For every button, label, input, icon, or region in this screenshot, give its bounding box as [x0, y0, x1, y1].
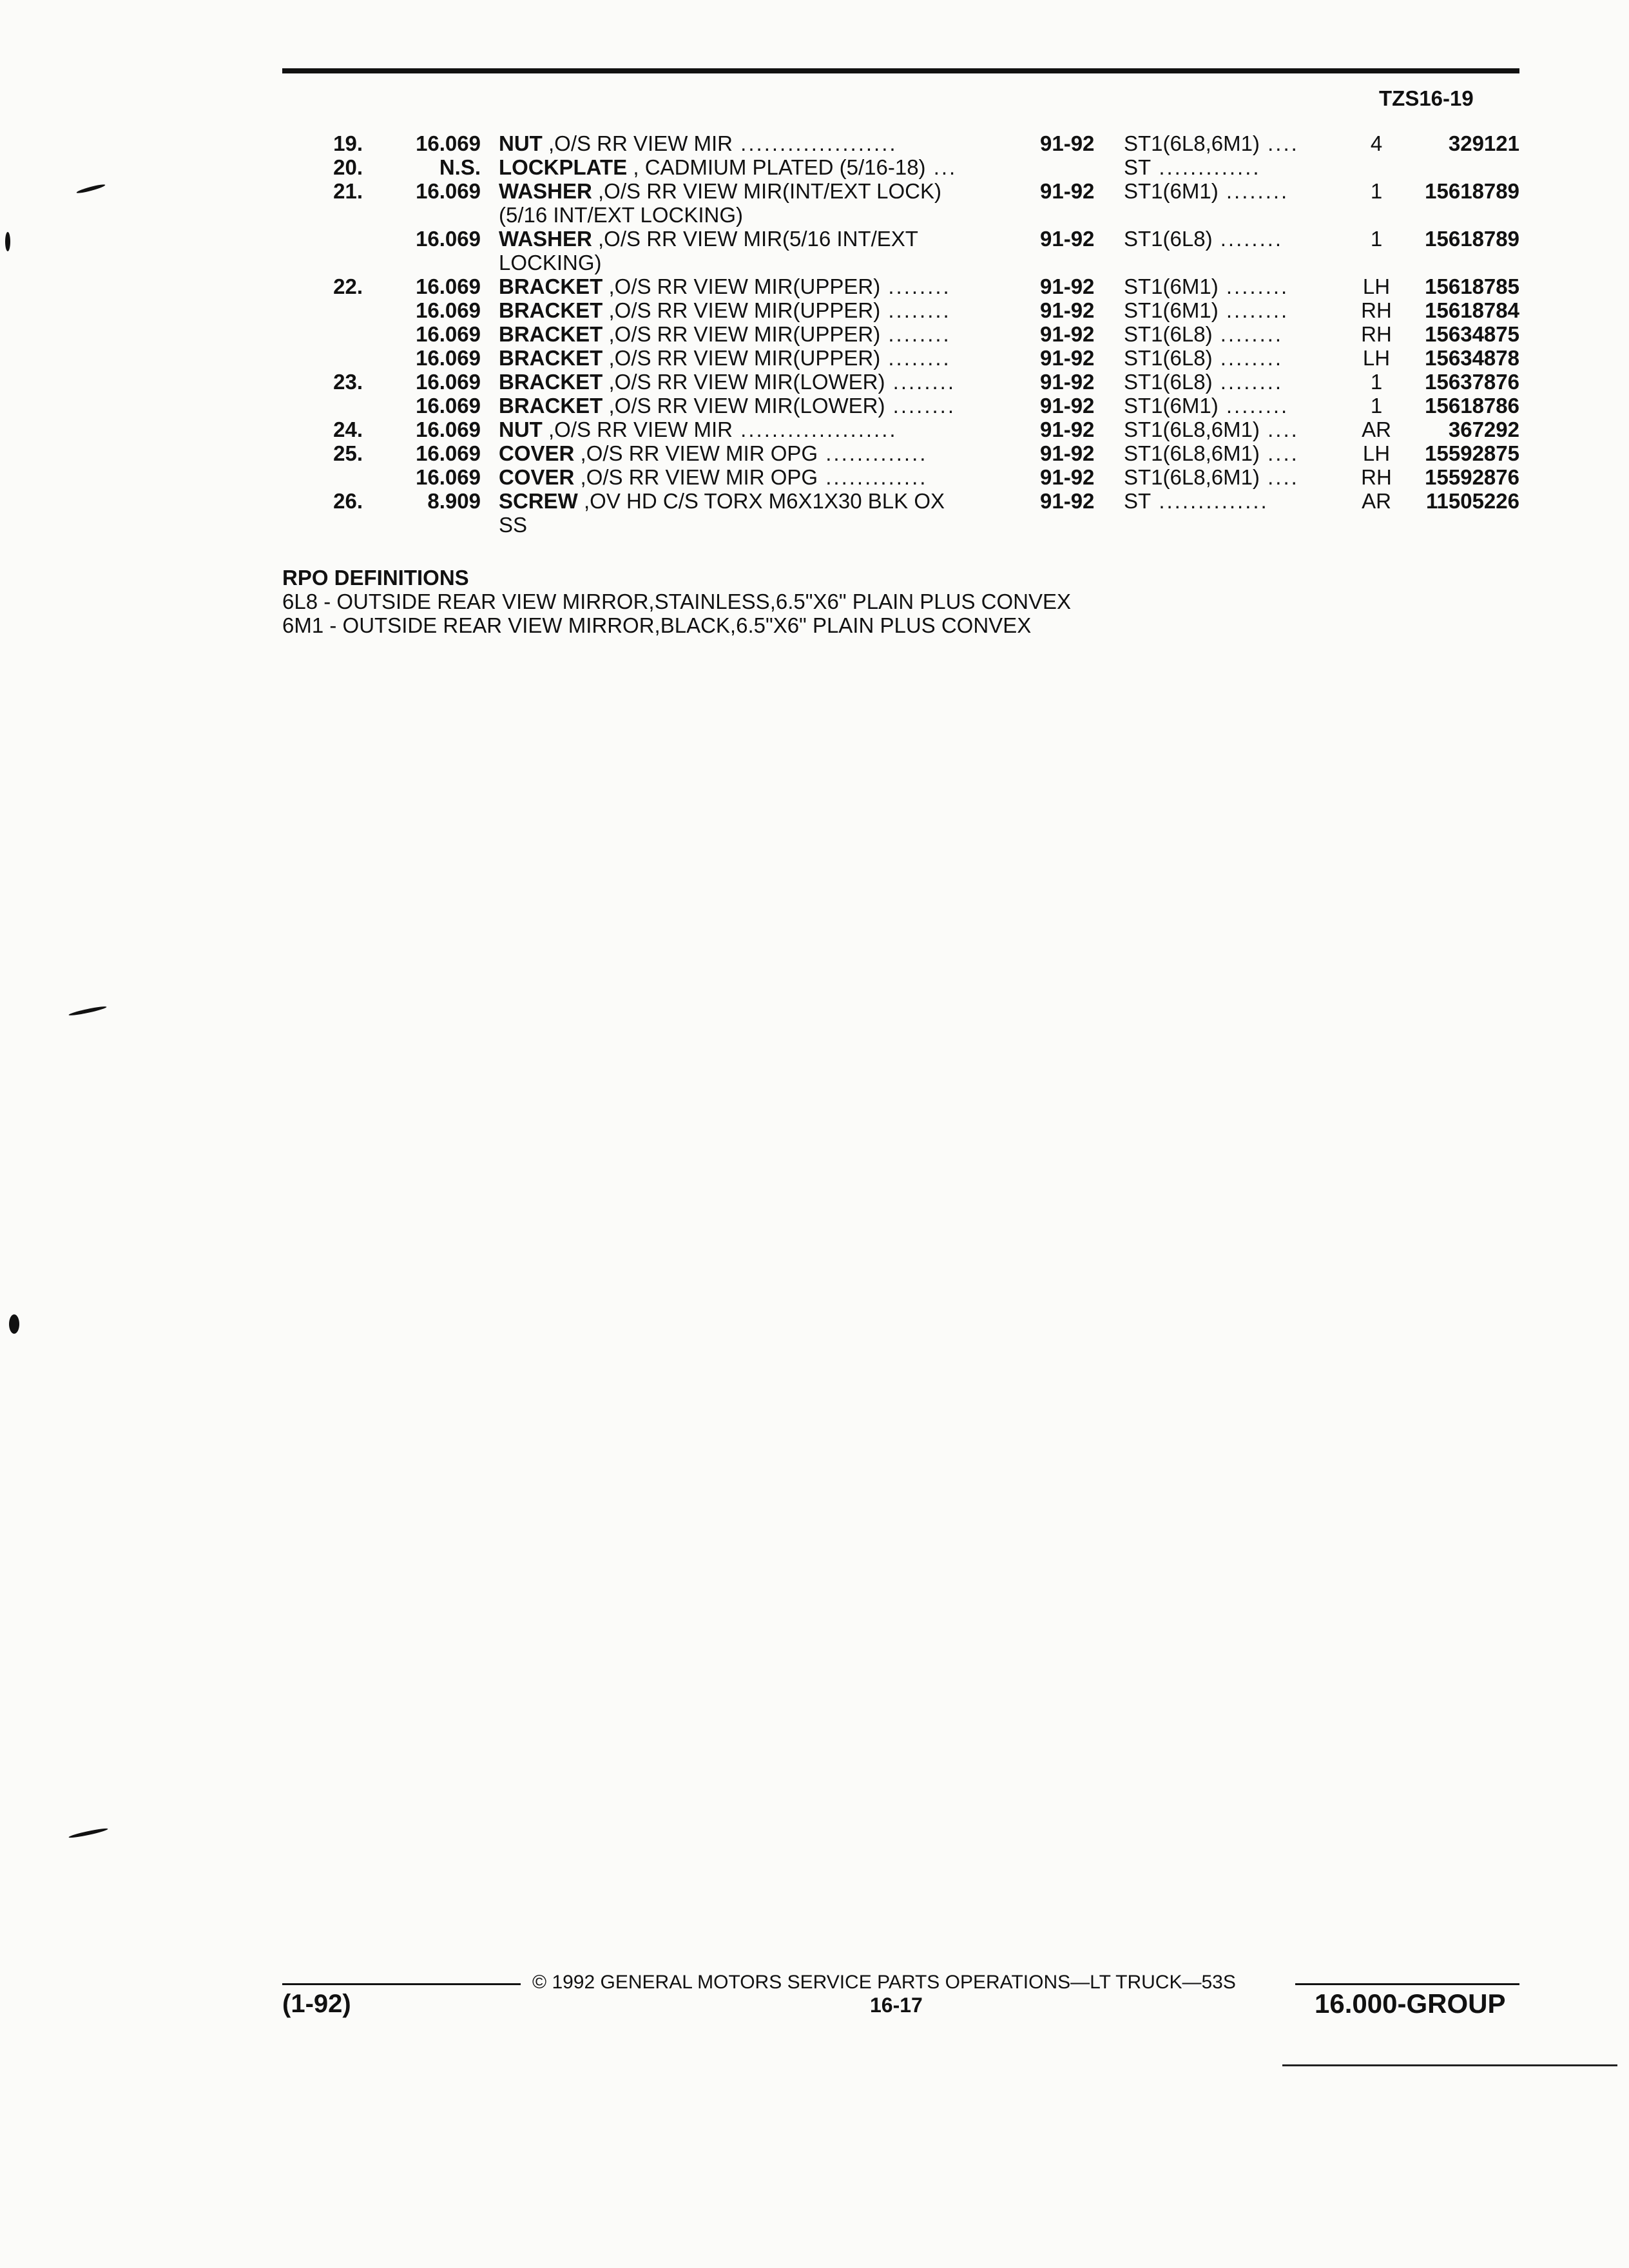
usage-text: ST1(6M1) — [1124, 394, 1219, 418]
item-number: 25. — [333, 441, 363, 465]
leader-dots: ... — [925, 155, 958, 179]
leader-dots: ........ — [880, 322, 951, 346]
leader-dots: .................... — [733, 418, 898, 441]
quantity: 1 — [1370, 227, 1383, 251]
group-number: 16.069 — [416, 274, 481, 298]
quantity: LH — [1362, 346, 1391, 370]
quantity: AR — [1362, 418, 1391, 441]
usage-code — [1124, 394, 1356, 418]
part-name: WASHER — [499, 179, 592, 203]
item-number: 26. — [333, 489, 363, 513]
part-name: LOCKPLATE — [499, 155, 628, 179]
group-number: 16.069 — [416, 298, 481, 322]
usage-code — [1124, 465, 1356, 489]
part-description — [499, 203, 1040, 227]
usage-code — [1124, 155, 1356, 179]
group-number: 16.069 — [416, 394, 481, 418]
part-description — [499, 370, 1040, 394]
model-years: 91-92 — [1040, 370, 1095, 394]
part-detail: ,O/S RR VIEW MIR(LOWER) — [602, 394, 885, 418]
usage-text: ST — [1124, 489, 1152, 513]
leader-dots: ........ — [1218, 179, 1289, 203]
quantity: RH — [1361, 465, 1392, 489]
usage-text: ST1(6M1) — [1124, 298, 1219, 322]
part-description — [499, 274, 1040, 298]
part-description — [499, 513, 1040, 537]
footer-date-code: (1-92) — [282, 1990, 351, 2018]
part-detail: ,O/S RR VIEW MIR(LOWER) — [602, 370, 885, 394]
usage-text: ST — [1124, 155, 1152, 179]
leader-dots: ........ — [1212, 346, 1284, 370]
part-name: BRACKET — [499, 346, 603, 370]
part-detail: ,O/S RR VIEW MIR(UPPER) — [602, 298, 881, 322]
usage-text: ST1(6M1) — [1124, 179, 1219, 203]
part-name: NUT — [499, 418, 543, 441]
part-detail: ,O/S RR VIEW MIR(INT/EXT LOCK) — [592, 179, 941, 203]
part-number: 15618789 — [1425, 227, 1519, 251]
footer-page-number: 16-17 — [870, 1994, 923, 2017]
item-number: 23. — [333, 370, 363, 394]
model-years: 91-92 — [1040, 131, 1095, 155]
part-detail: ,O/S RR VIEW MIR OPG — [574, 441, 818, 465]
part-detail: (5/16 INT/EXT LOCKING) — [499, 203, 743, 227]
model-years: 91-92 — [1040, 179, 1095, 203]
part-number: 367292 — [1448, 418, 1519, 441]
group-number: 16.069 — [416, 418, 481, 441]
footer-group-label: 16.000-GROUP — [1315, 1988, 1506, 2019]
part-name: BRACKET — [499, 274, 603, 298]
table-row — [282, 251, 1519, 274]
part-detail: , CADMIUM PLATED (5/16-18) — [627, 155, 926, 179]
part-detail: ,O/S RR VIEW MIR — [542, 418, 733, 441]
group-number: 16.069 — [416, 370, 481, 394]
usage-code — [1124, 418, 1356, 441]
usage-code — [1124, 441, 1356, 465]
part-detail: SS — [499, 513, 528, 537]
usage-code — [1124, 298, 1356, 322]
part-description — [499, 489, 1040, 513]
parts-table — [282, 131, 1519, 537]
punch-mark — [68, 1827, 108, 1840]
model-years: 91-92 — [1040, 274, 1095, 298]
part-number: 15618786 — [1425, 394, 1519, 418]
usage-code — [1124, 322, 1356, 346]
model-years: 91-92 — [1040, 489, 1095, 513]
leader-dots: ........ — [880, 298, 951, 322]
part-description — [499, 394, 1040, 418]
usage-text: ST1(6L8) — [1124, 322, 1213, 346]
table-row — [282, 418, 1519, 441]
part-number: 15637876 — [1425, 370, 1519, 394]
leader-dots: ........ — [1218, 274, 1289, 298]
item-number: 21. — [333, 179, 363, 203]
model-years: 91-92 — [1040, 418, 1095, 441]
group-number: 16.069 — [416, 322, 481, 346]
part-description — [499, 346, 1040, 370]
model-years: 91-92 — [1040, 394, 1095, 418]
quantity: RH — [1361, 298, 1392, 322]
table-row — [282, 441, 1519, 465]
part-number: 11505226 — [1425, 489, 1519, 513]
model-years: 91-92 — [1040, 441, 1095, 465]
part-name: COVER — [499, 441, 575, 465]
table-row — [282, 465, 1519, 489]
usage-text: ST1(6L8) — [1124, 370, 1213, 394]
part-description — [499, 251, 1040, 274]
leader-dots: ........ — [1218, 298, 1289, 322]
usage-text: ST1(6L8,6M1) — [1124, 465, 1260, 489]
quantity: 1 — [1370, 394, 1383, 418]
usage-code — [1124, 274, 1356, 298]
usage-text: ST1(6L8,6M1) — [1124, 131, 1260, 155]
table-row — [282, 394, 1519, 418]
leader-dots: ........ — [885, 394, 956, 418]
quantity: LH — [1362, 274, 1391, 298]
part-number: 15618785 — [1425, 274, 1519, 298]
table-row — [282, 274, 1519, 298]
rpo-definitions — [282, 566, 1071, 637]
quantity: AR — [1362, 489, 1391, 513]
leader-dots: ........ — [1218, 394, 1289, 418]
rpo-line-6l8: 6L8 - OUTSIDE REAR VIEW MIRROR,STAINLESS,6.5"X6" PLAIN PLUS CONVEX — [282, 590, 1071, 613]
punch-mark — [76, 183, 106, 195]
table-row — [282, 489, 1519, 513]
part-detail: LOCKING) — [499, 251, 602, 274]
usage-text: ST1(6L8) — [1124, 346, 1213, 370]
part-detail: ,O/S RR VIEW MIR(5/16 INT/EXT — [592, 227, 918, 251]
quantity: 4 — [1370, 131, 1383, 155]
group-number: 16.069 — [416, 441, 481, 465]
leader-dots: ............. — [818, 441, 928, 465]
footer-rule-right — [1295, 1983, 1519, 1985]
usage-code — [1124, 370, 1356, 394]
model-years: 91-92 — [1040, 298, 1095, 322]
part-description — [499, 322, 1040, 346]
item-number: 20. — [333, 155, 363, 179]
item-number: 22. — [333, 274, 363, 298]
group-number: 16.069 — [416, 346, 481, 370]
part-detail: ,O/S RR VIEW MIR — [542, 131, 733, 155]
leader-dots: ............. — [1151, 155, 1261, 179]
table-row — [282, 155, 1519, 179]
part-description — [499, 155, 1040, 179]
part-number: 15634878 — [1425, 346, 1519, 370]
table-row — [282, 370, 1519, 394]
table-row — [282, 179, 1519, 203]
usage-code — [1124, 227, 1356, 251]
quantity: RH — [1361, 322, 1392, 346]
quantity: LH — [1362, 441, 1391, 465]
leader-dots: .... — [1259, 131, 1299, 155]
leader-dots: .... — [1259, 418, 1299, 441]
usage-text: ST1(6M1) — [1124, 274, 1219, 298]
leader-dots: ........ — [1212, 370, 1284, 394]
table-row — [282, 322, 1519, 346]
part-name: SCREW — [499, 489, 578, 513]
leader-dots: .... — [1259, 441, 1299, 465]
leader-dots: ........ — [885, 370, 956, 394]
part-description — [499, 298, 1040, 322]
group-number: 8.909 — [427, 489, 481, 513]
footer-copyright: © 1992 GENERAL MOTORS SERVICE PARTS OPERATIONS—LT TRUCK—53S — [532, 1972, 1236, 1993]
item-number: 19. — [333, 131, 363, 155]
footer-rule-left — [282, 1983, 521, 1985]
punch-mark — [9, 1314, 19, 1334]
leader-dots: .................... — [733, 131, 898, 155]
item-number: 24. — [333, 418, 363, 441]
part-detail: ,O/S RR VIEW MIR OPG — [574, 465, 818, 489]
part-description — [499, 441, 1040, 465]
leader-dots: ............. — [818, 465, 928, 489]
usage-text: ST1(6L8,6M1) — [1124, 441, 1260, 465]
table-row — [282, 346, 1519, 370]
model-years: 91-92 — [1040, 227, 1095, 251]
table-row — [282, 513, 1519, 537]
leader-dots: ........ — [1212, 227, 1284, 251]
leader-dots: ........ — [880, 274, 951, 298]
table-row — [282, 298, 1519, 322]
page-code: TZS16-19 — [1379, 86, 1474, 110]
usage-text: ST1(6L8) — [1124, 227, 1213, 251]
part-detail: ,OV HD C/S TORX M6X1X30 BLK OX — [577, 489, 945, 513]
quantity: 1 — [1370, 179, 1383, 203]
usage-code — [1124, 489, 1356, 513]
leader-dots: ........ — [1212, 322, 1284, 346]
part-description — [499, 465, 1040, 489]
part-number: 15618784 — [1425, 298, 1519, 322]
leader-dots: .............. — [1151, 489, 1269, 513]
part-detail: ,O/S RR VIEW MIR(UPPER) — [602, 322, 881, 346]
part-description — [499, 418, 1040, 441]
part-description — [499, 227, 1040, 251]
group-number: 16.069 — [416, 179, 481, 203]
part-number: 15592876 — [1425, 465, 1519, 489]
group-number: 16.069 — [416, 131, 481, 155]
group-number: 16.069 — [416, 227, 481, 251]
top-rule — [282, 68, 1519, 73]
table-row — [282, 227, 1519, 251]
part-name: BRACKET — [499, 370, 603, 394]
part-detail: ,O/S RR VIEW MIR(UPPER) — [602, 274, 881, 298]
rpo-heading: RPO DEFINITIONS — [282, 566, 469, 590]
part-name: BRACKET — [499, 298, 603, 322]
table-row — [282, 131, 1519, 155]
part-name: BRACKET — [499, 322, 603, 346]
model-years: 91-92 — [1040, 465, 1095, 489]
usage-code — [1124, 346, 1356, 370]
usage-code — [1124, 131, 1356, 155]
part-detail: ,O/S RR VIEW MIR(UPPER) — [602, 346, 881, 370]
part-number: 15634875 — [1425, 322, 1519, 346]
usage-text: ST1(6L8,6M1) — [1124, 418, 1260, 441]
table-row — [282, 203, 1519, 227]
usage-code — [1124, 179, 1356, 203]
group-number: N.S. — [439, 155, 481, 179]
part-name: BRACKET — [499, 394, 603, 418]
part-description — [499, 179, 1040, 203]
bottom-rule — [1282, 2064, 1617, 2066]
quantity: 1 — [1370, 370, 1383, 394]
model-years: 91-92 — [1040, 322, 1095, 346]
rpo-line-6m1: 6M1 - OUTSIDE REAR VIEW MIRROR,BLACK,6.5"X6" PLAIN PLUS CONVEX — [282, 613, 1032, 637]
part-name: WASHER — [499, 227, 592, 251]
model-years: 91-92 — [1040, 346, 1095, 370]
part-name: COVER — [499, 465, 575, 489]
part-description — [499, 131, 1040, 155]
part-number: 15592875 — [1425, 441, 1519, 465]
leader-dots: ........ — [880, 346, 951, 370]
group-number: 16.069 — [416, 465, 481, 489]
punch-mark — [68, 1005, 107, 1017]
part-number: 15618789 — [1425, 179, 1519, 203]
punch-mark — [5, 232, 10, 251]
part-number: 329121 — [1448, 131, 1519, 155]
part-name: NUT — [499, 131, 543, 155]
leader-dots: .... — [1259, 465, 1299, 489]
